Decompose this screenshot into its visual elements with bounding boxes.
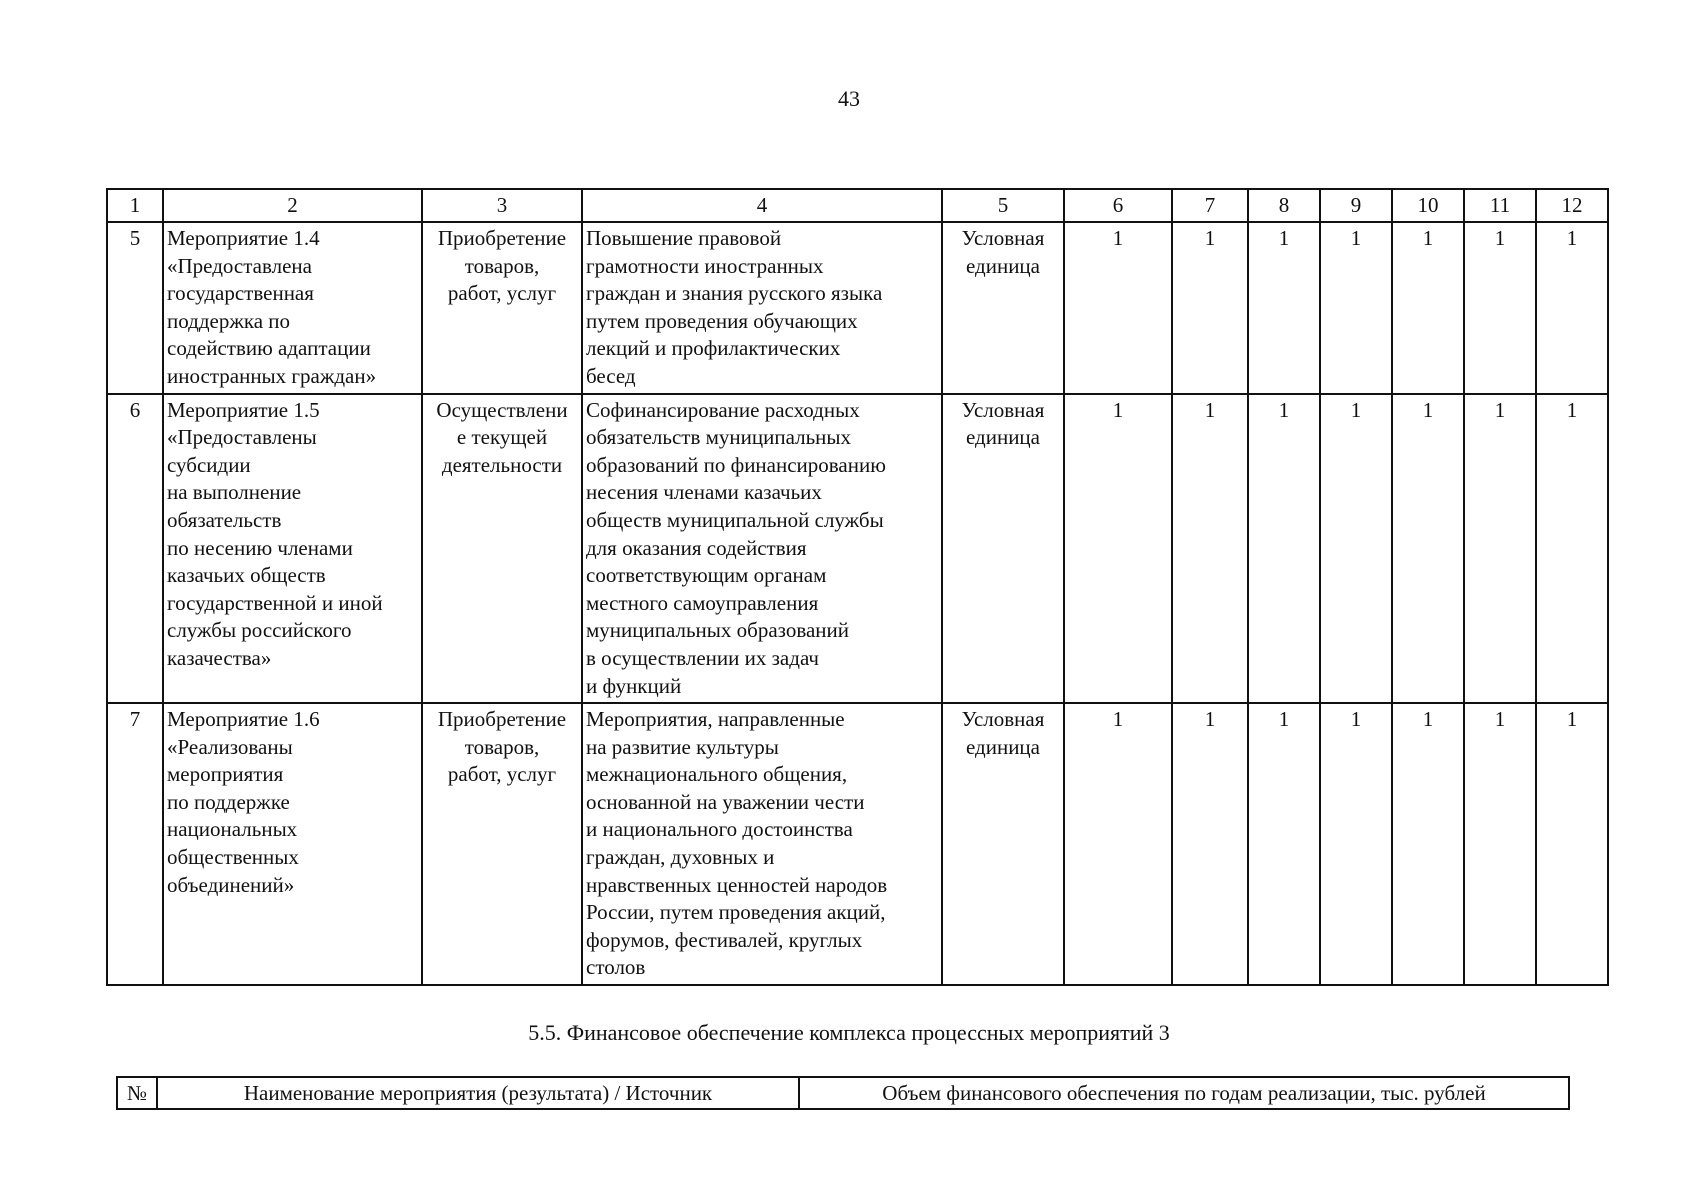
cell-line: единица	[965, 253, 1040, 278]
description-cell	[582, 222, 942, 394]
cell-line: субсидии	[167, 452, 251, 477]
cell-line: обязательств муниципальных	[586, 425, 852, 450]
cell-line: содействию адаптации	[167, 336, 371, 361]
cell-line: местного самоуправления	[586, 590, 819, 615]
unit-cell	[942, 703, 1064, 985]
row-number-cell: 7	[107, 703, 163, 985]
cell-line: и функций	[586, 673, 682, 698]
value-cell: 1	[1536, 394, 1608, 704]
cell-line: Приобретение	[437, 226, 567, 250]
cell-line: основанной на уважении чести	[586, 789, 865, 814]
cell-line: для оказания содействия	[586, 535, 807, 560]
cell-line: казачества»	[167, 645, 272, 670]
cell-line: грамотности иностранных	[586, 253, 824, 278]
column-number-row	[107, 189, 1608, 222]
cell-line: лекций и профилактических	[586, 336, 841, 361]
value-cell: 1	[1248, 394, 1320, 704]
column-header: 3	[422, 189, 582, 222]
value-cell: 1	[1172, 394, 1248, 704]
cell-line: по несению членами	[167, 535, 353, 560]
column-header: 11	[1464, 189, 1536, 222]
value-cell: 1	[1536, 222, 1608, 394]
page-number: 43	[838, 86, 860, 111]
cell-line: межнационального общения,	[586, 762, 848, 787]
column-header: 6	[1064, 189, 1172, 222]
cell-line: несения членами казачьих	[586, 480, 822, 505]
value-cell: 1	[1064, 703, 1172, 985]
value-cell: 1	[1464, 394, 1536, 704]
finance-table-header	[116, 1076, 1570, 1110]
cell-line: обязательств	[167, 507, 282, 532]
table-row	[107, 222, 1608, 394]
value-cell: 1	[1392, 703, 1464, 985]
cell-line: работ, услуг	[447, 281, 557, 306]
finance-header-row	[117, 1077, 1569, 1109]
cell-line: национальных	[167, 817, 298, 842]
cell-line: «Предоставлены	[167, 425, 317, 450]
cell-line: столов	[586, 955, 646, 980]
cell-line: е текущей	[456, 425, 548, 450]
cell-line: единица	[965, 734, 1040, 759]
cell-line: Софинансирование расходных	[586, 397, 860, 422]
cell-line: Мероприятия, направленные	[586, 707, 845, 732]
table-row	[107, 394, 1608, 704]
row-number-cell: 5	[107, 222, 163, 394]
description-cell	[582, 703, 942, 985]
cell-line: на выполнение	[167, 480, 302, 505]
cell-line: на развитие культуры	[586, 734, 779, 759]
cell-line: соответствующим органам	[586, 563, 827, 588]
column-header: 8	[1248, 189, 1320, 222]
cell-line: путем проведения обучающих	[586, 308, 858, 333]
cell-line: товаров,	[464, 253, 540, 278]
column-header: 12	[1536, 189, 1608, 222]
cell-line: по поддержке	[167, 789, 290, 814]
column-header: 1	[107, 189, 163, 222]
value-cell: 1	[1248, 703, 1320, 985]
value-cell: 1	[1320, 703, 1392, 985]
cell-line: общественных	[167, 845, 299, 870]
value-cell: 1	[1536, 703, 1608, 985]
value-cell: 1	[1320, 222, 1392, 394]
event-name-cell	[163, 222, 422, 394]
cell-line: Условная	[961, 397, 1045, 422]
value-cell: 1	[1064, 394, 1172, 704]
cell-line: Осуществлени	[436, 397, 568, 422]
cell-line: бесед	[586, 363, 636, 388]
finance-col-name: Наименование мероприятия (результата) / Источник	[157, 1077, 799, 1109]
cell-line: Мероприятие 1.5	[167, 397, 320, 422]
value-cell: 1	[1392, 222, 1464, 394]
section-title: 5.5. Финансовое обеспечение комплекса процессных мероприятий 3	[528, 1020, 1170, 1045]
value-cell: 1	[1248, 222, 1320, 394]
cell-line: мероприятия	[167, 762, 284, 787]
cell-line: Приобретение	[437, 707, 567, 732]
cell-line: нравственных ценностей народов	[586, 872, 888, 897]
column-header: 7	[1172, 189, 1248, 222]
value-cell: 1	[1172, 222, 1248, 394]
unit-cell	[942, 394, 1064, 704]
column-header: 2	[163, 189, 422, 222]
cell-line: поддержка по	[167, 308, 291, 333]
value-cell: 1	[1320, 394, 1392, 704]
event-name-cell	[163, 703, 422, 985]
cell-line: работ, услуг	[447, 762, 557, 787]
column-header: 4	[582, 189, 942, 222]
cell-line: иностранных граждан»	[167, 363, 377, 388]
cell-line: граждан, духовных и	[586, 845, 775, 870]
cell-line: обществ муниципальной службы	[586, 507, 884, 532]
value-cell: 1	[1064, 222, 1172, 394]
cell-line: «Предоставлена	[167, 253, 312, 278]
cell-line: Условная	[961, 226, 1045, 250]
finance-col-number: №	[117, 1077, 157, 1109]
value-cell: 1	[1464, 222, 1536, 394]
cell-line: образований по финансированию	[586, 452, 886, 477]
value-cell: 1	[1392, 394, 1464, 704]
cell-line: Мероприятие 1.6	[167, 707, 320, 732]
event-type-cell	[422, 222, 582, 394]
cell-line: государственной и иной	[167, 590, 383, 615]
cell-line: в осуществлении их задач	[586, 645, 819, 670]
cell-line: России, путем проведения акций,	[586, 900, 886, 925]
cell-line: товаров,	[464, 734, 540, 759]
cell-line: государственная	[167, 281, 314, 306]
cell-line: форумов, фестивалей, круглых	[586, 927, 863, 952]
event-name-cell	[163, 394, 422, 704]
column-header: 9	[1320, 189, 1392, 222]
cell-line: деятельности	[441, 452, 563, 477]
measures-table	[106, 188, 1609, 986]
value-cell: 1	[1172, 703, 1248, 985]
cell-line: казачьих обществ	[167, 563, 326, 588]
cell-line: «Реализованы	[167, 734, 293, 759]
finance-col-volume: Объем финансового обеспечения по годам реализации, тыс. рублей	[799, 1077, 1569, 1109]
description-cell	[582, 394, 942, 704]
cell-line: граждан и знания русского языка	[586, 281, 883, 306]
cell-line: Мероприятие 1.4	[167, 226, 320, 250]
event-type-cell	[422, 394, 582, 704]
column-header: 5	[942, 189, 1064, 222]
row-number-cell: 6	[107, 394, 163, 704]
column-header: 10	[1392, 189, 1464, 222]
event-type-cell	[422, 703, 582, 985]
cell-line: службы российского	[167, 618, 352, 643]
value-cell: 1	[1464, 703, 1536, 985]
cell-line: Условная	[961, 707, 1045, 732]
cell-line: муниципальных образований	[586, 618, 849, 643]
cell-line: и национального достоинства	[586, 817, 853, 842]
cell-line: объединений»	[167, 872, 295, 897]
unit-cell	[942, 222, 1064, 394]
cell-line: единица	[965, 425, 1040, 450]
table-row	[107, 703, 1608, 985]
cell-line: Повышение правовой	[586, 226, 782, 250]
